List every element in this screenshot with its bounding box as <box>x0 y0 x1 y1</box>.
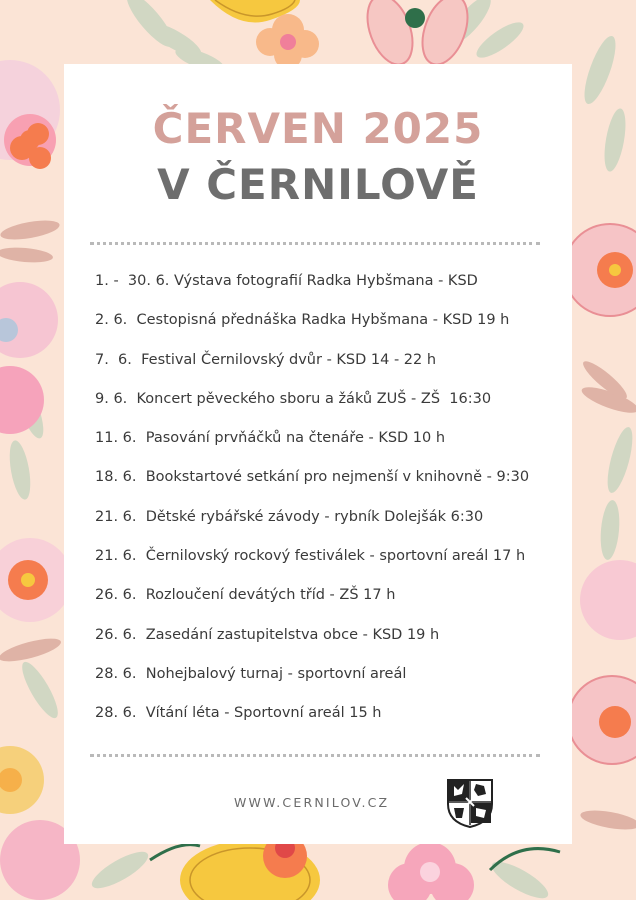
website-link[interactable]: WWW.CERNILOV.CZ <box>234 795 390 810</box>
bottom-divider <box>90 754 540 757</box>
top-divider <box>90 242 540 245</box>
municipal-coat-of-arms-icon <box>446 778 494 828</box>
event-item: 9. 6. Koncert pěveckého sboru a žáků ZUŠ - ZŠ 16:30 <box>95 390 492 407</box>
event-item: 26. 6. Zasedání zastupitelstva obce - KSD 19 h <box>95 626 440 643</box>
event-item: 11. 6. Pasování prvňáčků na čtenáře - KSD 10 h <box>95 430 446 447</box>
event-item: 26. 6. Rozloučení devátých tříd - ZŠ 17 h <box>95 587 396 604</box>
event-item: 18. 6. Bookstartové setkání pro nejmenší v knihovně - 9:30 <box>95 469 530 486</box>
event-item: 1. - 30. 6. Výstava fotografií Radka Hybšmana - KSD <box>95 273 478 289</box>
title-place: V ČERNILOVĚ <box>157 160 479 209</box>
event-item: 28. 6. Nohejbalový turnaj - sportovní areál <box>95 665 407 682</box>
pink-flower-right-top <box>564 224 636 316</box>
event-item: 28. 6. Vítání léta - Sportovní areál 15 h <box>95 705 382 722</box>
event-item: 2. 6. Cestopisná přednáška Radka Hybšmana - KSD 19 h <box>95 312 510 329</box>
event-item: 7. 6. Festival Černilovský dvůr - KSD 14 - 22 h <box>95 351 437 368</box>
orange-flower-left-low <box>0 538 72 622</box>
title-month: ČERVEN 2025 <box>152 104 484 153</box>
content-card <box>64 64 572 844</box>
event-list <box>95 262 565 734</box>
pink-flower-right-mid <box>568 560 636 764</box>
pink-flower-top-right <box>359 0 476 71</box>
orange-flower-top <box>256 14 319 69</box>
event-item: 21. 6. Černilovský rockový festiválek - sportovní areál 17 h <box>95 548 526 565</box>
pink-flower-left-mid <box>0 282 58 434</box>
event-item: 21. 6. Dětské rybářské závody - rybník Dolejšák 6:30 <box>95 508 484 525</box>
pink-flower-bottom <box>388 842 474 900</box>
